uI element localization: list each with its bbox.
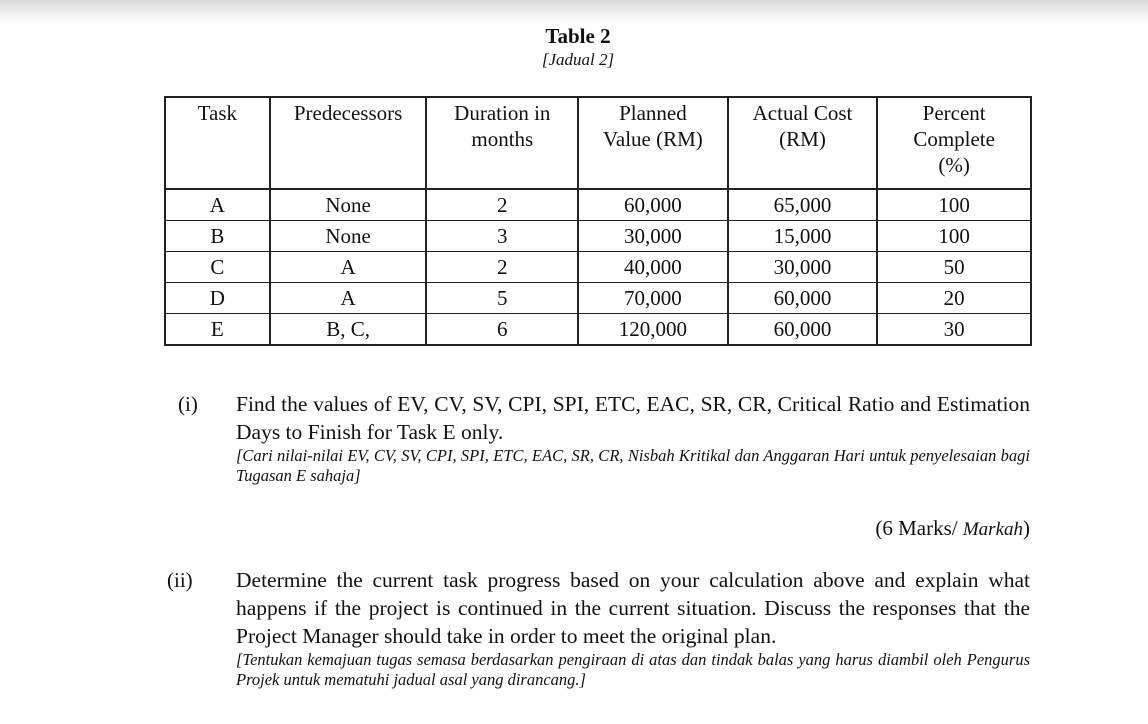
cell-planned-value: 60,000: [578, 189, 728, 221]
cell-predecessors: A: [270, 283, 427, 314]
question-malay: [Tentukan kemajuan tugas semasa berdasarkan pengiraan di atas dan tindak balas yang harus diambil oleh Pengurus Projek untuk mematuhi jadual asal yang dirancang.]: [236, 650, 1030, 689]
task-table: [164, 96, 1032, 346]
cell-actual-cost: 15,000: [728, 221, 878, 252]
cell-actual-cost: 60,000: [728, 314, 878, 346]
cell-actual-cost: 30,000: [728, 252, 878, 283]
cell-predecessors: A: [270, 252, 427, 283]
cell-duration: 2: [426, 252, 578, 283]
cell-predecessors: B, C,: [270, 314, 427, 346]
header-planned-value: Planned Value (RM): [578, 97, 728, 189]
cell-duration: 6: [426, 314, 578, 346]
header-percent-complete: Percent Complete (%): [877, 97, 1031, 189]
marks-malay: Markah: [962, 519, 1023, 540]
cell-task: E: [165, 314, 270, 346]
header-task: Task: [165, 97, 270, 189]
table-row: [165, 252, 1031, 283]
cell-planned-value: 30,000: [578, 221, 728, 252]
cell-task: C: [165, 252, 270, 283]
cell-task: A: [165, 189, 270, 221]
header-predecessors: Predecessors: [270, 97, 427, 189]
cell-planned-value: 120,000: [578, 314, 728, 346]
viewer-top-shade: [0, 0, 1148, 24]
cell-actual-cost: 60,000: [728, 283, 878, 314]
cell-duration: 3: [426, 221, 578, 252]
table-row: [165, 189, 1031, 221]
marks-label: [875, 514, 1030, 544]
question-body: [236, 566, 1030, 690]
question-body: [236, 390, 1030, 486]
question-english: Determine the current task progress based on your calculation above and explain what happens if the project is continued in the current situation. Discuss the responses that the Project Manager should take in order to meet the original plan.: [236, 568, 1030, 648]
marks-suffix: ): [1023, 516, 1030, 540]
question-english: Find the values of EV, CV, SV, CPI, SPI, ETC, EAC, SR, CR, Critical Ratio and Estimation Days to Finish for Task E only.: [236, 392, 1030, 444]
table-row: [165, 221, 1031, 252]
header-actual-cost: Actual Cost (RM): [728, 97, 878, 189]
question-number: (ii): [167, 568, 193, 592]
cell-duration: 5: [426, 283, 578, 314]
cell-predecessors: None: [270, 221, 427, 252]
table-header-row: [165, 97, 1031, 189]
cell-planned-value: 70,000: [578, 283, 728, 314]
cell-percent-complete: 50: [877, 252, 1031, 283]
cell-percent-complete: 100: [877, 189, 1031, 221]
marks-prefix: (6 Marks/: [875, 516, 963, 540]
table-row: [165, 314, 1031, 346]
question-number: (i): [178, 392, 198, 416]
table-title: Table 2: [545, 24, 611, 48]
cell-percent-complete: 100: [877, 221, 1031, 252]
cell-percent-complete: 20: [877, 283, 1031, 314]
cell-percent-complete: 30: [877, 314, 1031, 346]
table-caption: [0, 22, 1148, 70]
table-row: [165, 283, 1031, 314]
question-malay: [Cari nilai-nilai EV, CV, SV, CPI, SPI, ETC, EAC, SR, CR, Nisbah Kritikal dan Anggaran Hari untuk penyelesaian bagi Tugasan E sahaja]: [236, 446, 1030, 485]
cell-predecessors: None: [270, 189, 427, 221]
cell-actual-cost: 65,000: [728, 189, 878, 221]
cell-planned-value: 40,000: [578, 252, 728, 283]
cell-task: B: [165, 221, 270, 252]
cell-task: D: [165, 283, 270, 314]
cell-duration: 2: [426, 189, 578, 221]
table-subtitle: [Jadual 2]: [541, 50, 615, 69]
header-duration: Duration in months: [426, 97, 578, 189]
